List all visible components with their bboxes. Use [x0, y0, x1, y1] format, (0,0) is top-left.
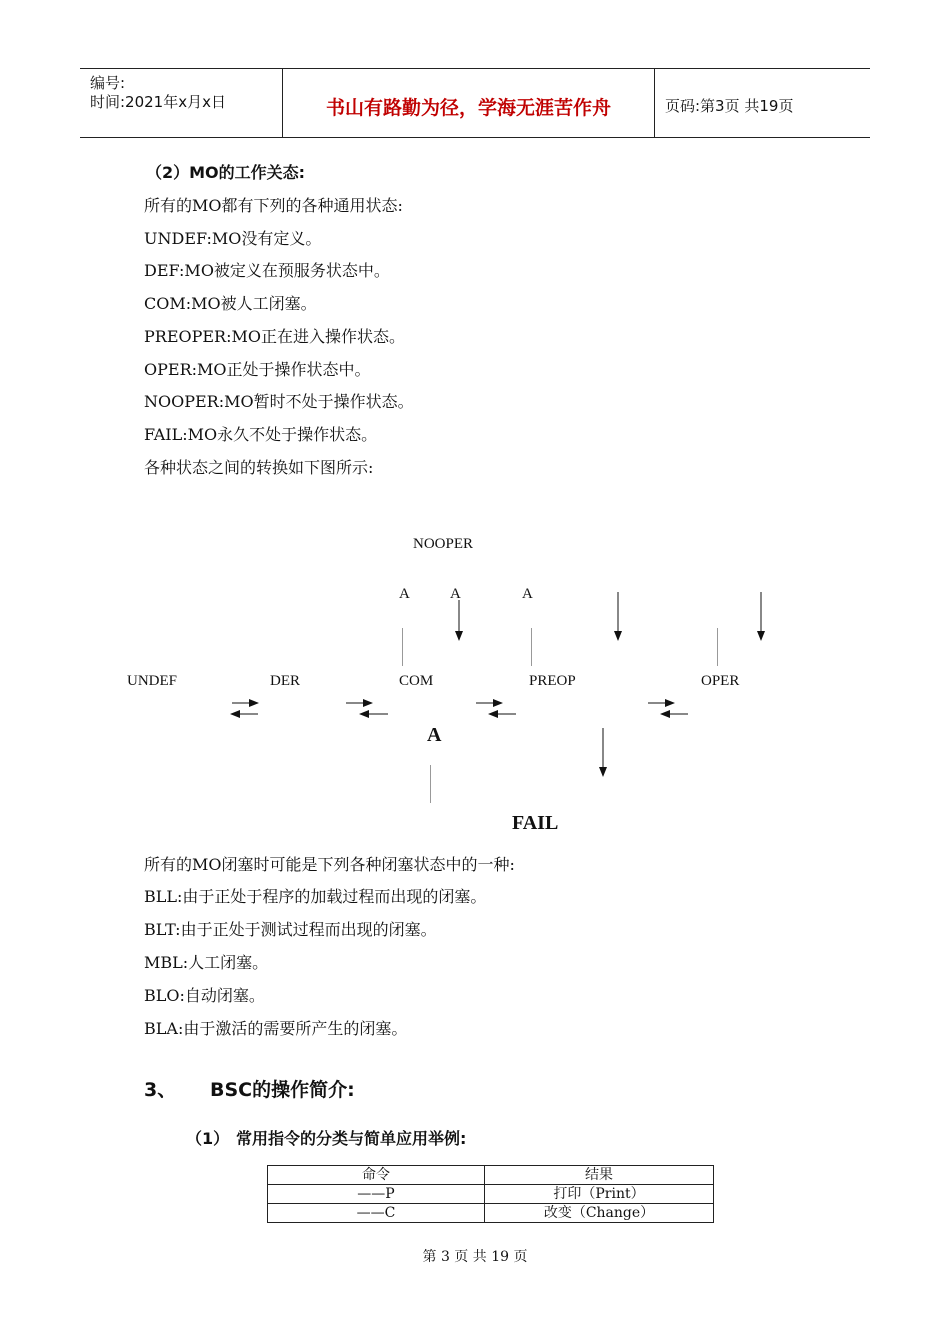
transition-intro: 各种状态之间的转换如下图所示:: [144, 458, 374, 477]
state-item-undef: UNDEF:MO没有定义。: [144, 229, 322, 248]
header-time-label: 时间:2021年x月x日: [90, 93, 226, 111]
diagram-label-com: COM: [399, 673, 434, 689]
table-row: [268, 1185, 714, 1204]
state-item-def: DEF:MO被定义在预服务状态中。: [144, 261, 390, 280]
command-table: [267, 1165, 714, 1223]
block-item-mbl: MBL:人工闭塞。: [144, 953, 269, 972]
table-header-row: [268, 1166, 714, 1185]
state-item-preoper: PREOPER:MO正在进入操作状态。: [144, 327, 405, 346]
mo-state-intro: 所有的MO都有下列的各种通用状态:: [144, 196, 403, 215]
bsc-section-number: 3、: [144, 1079, 177, 1101]
block-intro: 所有的MO闭塞时可能是下列各种闭塞状态中的一种:: [144, 855, 515, 874]
state-item-fail: FAIL:MO永久不处于操作状态。: [144, 425, 378, 444]
diagram-label-oper: OPER: [701, 673, 740, 689]
table-cell-command: ——P: [268, 1185, 485, 1204]
diagram-label-undef: UNDEF: [127, 673, 178, 689]
diagram-label-fail: FAIL: [512, 812, 559, 834]
block-item-blo: BLO:自动闭塞。: [144, 986, 265, 1005]
diagram-label-der: DER: [270, 673, 300, 689]
table-cell-result: 改变（Change）: [485, 1204, 714, 1223]
block-item-bla: BLA:由于激活的需要所产生的闭塞。: [144, 1019, 408, 1038]
table-row: [268, 1204, 714, 1223]
diagram-label-a-3: A: [522, 586, 533, 602]
diagram-label-a-2: A: [450, 586, 461, 602]
header-motto: 书山有路勤为径，学海无涯苦作舟: [325, 97, 611, 119]
page-footer: 第 3 页 共 19 页: [422, 1249, 528, 1265]
block-item-bll: BLL:由于正处于程序的加载过程而出现的闭塞。: [144, 887, 487, 906]
mo-state-heading: （2）MO的工作关态:: [146, 163, 306, 182]
state-item-com: COM:MO被人工闭塞。: [144, 294, 317, 313]
header-number-label: 编号:: [90, 74, 126, 92]
table-header-command: 命令: [268, 1166, 485, 1185]
state-item-nooper: NOOPER:MO暂时不处于操作状态。: [144, 392, 414, 411]
table-cell-result: 打印（Print）: [485, 1185, 714, 1204]
diagram-label-preop: PREOP: [529, 673, 576, 689]
header-page-label: 页码:第3页 共19页: [665, 97, 794, 115]
diagram-label-nooper: NOOPER: [413, 536, 474, 552]
table-header-result: 结果: [485, 1166, 714, 1185]
bsc-subsection-number: （1）: [186, 1129, 230, 1148]
state-item-oper: OPER:MO正处于操作状态中。: [144, 360, 371, 379]
block-item-blt: BLT:由于正处于测试过程而出现的闭塞。: [144, 920, 437, 939]
bsc-section-title: BSC的操作简介:: [210, 1079, 355, 1101]
bsc-subsection-title: 常用指令的分类与简单应用举例:: [236, 1129, 467, 1148]
diagram-label-a-big: A: [427, 724, 442, 746]
table-cell-command: ——C: [268, 1204, 485, 1223]
diagram-label-a-1: A: [399, 586, 410, 602]
